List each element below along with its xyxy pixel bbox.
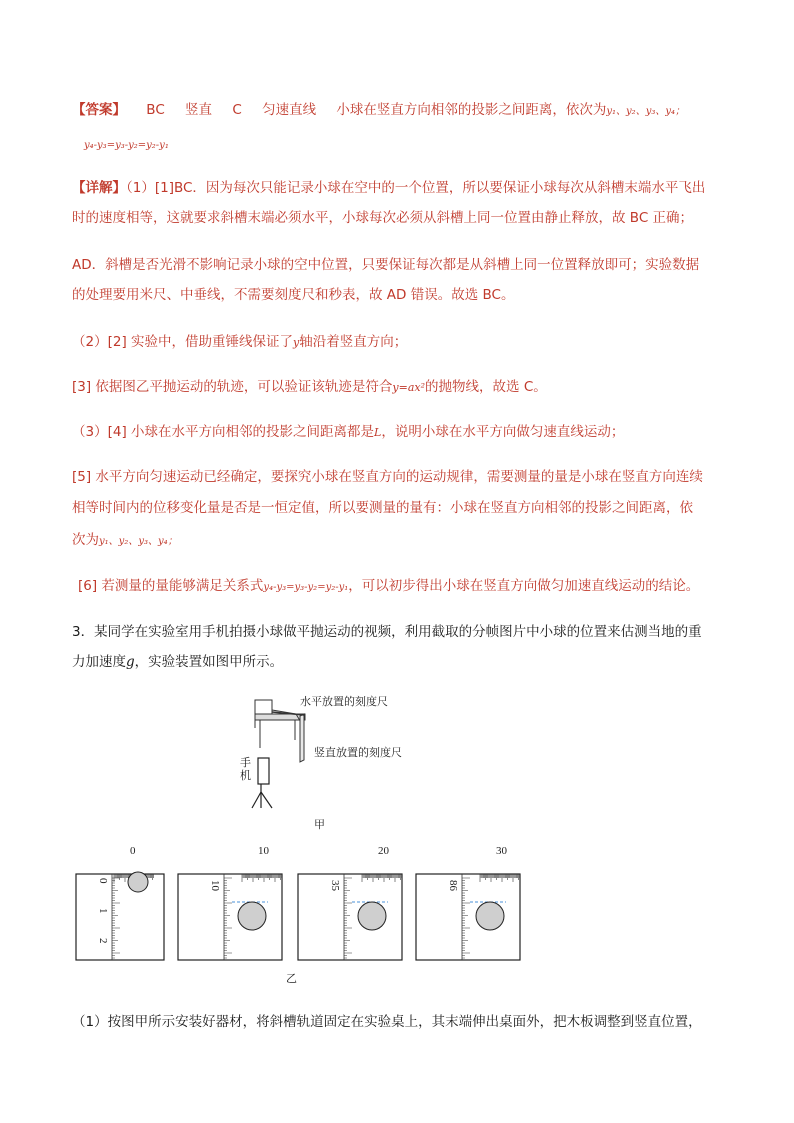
question3-l1: 3．某同学在实验室用手机拍摄小球做平抛运动的视频，利用截取的分帧图片中小球的位置来估测当地的重 [72, 624, 702, 640]
ball-0 [128, 872, 148, 892]
frame-side-label-0: 1 [97, 908, 109, 914]
figure-jia [230, 688, 430, 838]
question3-step1: （1）按图甲所示安装好器材，将斜槽轨道固定在实验桌上，其末端伸出桌面外，把木板调整到竖直位置， [72, 1014, 702, 1030]
label-vertical-ruler: 竖直放置的刻度尺 [314, 747, 402, 759]
detail-p6-l2: 相等时间内的位移变化量是否是一恒定值，所以要测量的量有：小球在竖直方向相邻的投影之间距离，依 [72, 500, 693, 516]
detail-p5-var: L [374, 426, 382, 439]
label-phone-2: 机 [240, 770, 251, 782]
answer-5-text: 小球在竖直方向相邻的投影之间距离，依次为 [336, 102, 607, 118]
answer-6: y₄-y₃=y₃-y₂=y₂-y₁ [84, 140, 169, 151]
vertical-board [300, 714, 304, 762]
detail-p7-pre: [6] 若测量的量能够满足关系式 [78, 578, 264, 594]
frame-top-label-3: 30 [496, 845, 507, 857]
frame-0 [76, 874, 164, 960]
frame-side-label-2: 35 [329, 880, 341, 891]
detail-p3-post: 轴沿着竖直方向； [299, 334, 408, 350]
detail-p6-l3 [72, 530, 178, 552]
ball-1 [238, 902, 266, 930]
frame-side-label-3: 86 [447, 880, 459, 891]
caption-yi: 乙 [286, 973, 297, 985]
question3-l2-pre: 力加速度 [72, 654, 126, 670]
answer-2: 竖直 [185, 102, 213, 118]
figure-yi [70, 838, 540, 988]
detail-p6-l1: [5] 水平方向匀速运动已经确定，要探究小球在竖直方向的运动规律，需要测量的量是小球在竖直方向连续 [72, 469, 703, 485]
frame-top-label-2: 20 [378, 845, 389, 857]
label-phone-1: 手 [240, 757, 251, 769]
detail-p5-post: ，说明小球在水平方向做匀速直线运动； [381, 424, 625, 440]
detail-p7 [78, 576, 699, 598]
detail-p5 [72, 422, 624, 443]
answer-5-vars: y₁、y₂、y₃、y₄； [606, 106, 686, 117]
frame-side-label-1: 10 [209, 880, 221, 891]
ramp-apparatus [255, 700, 305, 748]
detail-p2-l1: AD．斜槽是否光滑不影响记录小球的空中位置，只要保证每次都是从斜槽上同一位置释放即可；实验数据 [72, 257, 700, 273]
detail-p4-post: 的抛物线，故选 C。 [425, 379, 547, 395]
answer-label: 【答案】 [72, 102, 126, 118]
answer-1: BC [146, 102, 165, 118]
detail-p4-pre: [3] 依据图乙平抛运动的轨迹，可以验证该轨迹是符合 [72, 379, 393, 395]
detail-p1-text: （1）[1]BC．因为每次只能记录小球在空中的一个位置，所以要保证小球每次从斜槽末端水平飞出 [126, 180, 706, 196]
caption-jia: 甲 [314, 819, 325, 831]
question3-l2 [72, 652, 283, 672]
detail-p3 [72, 332, 407, 353]
ball-3 [476, 902, 504, 930]
detail-p3-pre: （2）[2] 实验中，借助重锤线保证了 [72, 334, 294, 350]
detail-p7-formula: y₄-y₃=y₃-y₂=y₂-y₁ [263, 582, 349, 593]
detail-p6-l3-vars: y₁、y₂、y₃、y₄； [99, 536, 178, 547]
phone-on-tripod [252, 758, 272, 808]
detail-p4-formula: y=ax² [392, 381, 426, 394]
detail-p4 [72, 377, 547, 398]
detail-p7-post: ，可以初步得出小球在竖直方向做匀加速直线运动的结论。 [348, 578, 700, 594]
answer-4: 匀速直线 [262, 102, 317, 118]
frame-top-label-1: 10 [258, 845, 269, 857]
question3-l2-post: ，实验装置如图甲所示。 [134, 654, 284, 670]
frame-side-label-0: 2 [97, 938, 109, 944]
answer-line-2 [84, 134, 169, 156]
detail-p3-var: y [293, 336, 300, 349]
detail-label: 【详解】 [72, 180, 126, 196]
answer-line [72, 100, 685, 122]
detail-p1-l2: 时的速度相等，这就要求斜槽末端必须水平，小球每次必须从斜槽上同一位置由静止释放，故 BC 正确； [72, 210, 694, 226]
detail-p2-l2: 的处理要用米尺、中垂线，不需要刻度尺和秒表，故 AD 错误。故选 BC。 [72, 287, 515, 303]
question3-var-g: g [126, 654, 135, 670]
frame-top-label-0: 0 [130, 845, 136, 857]
detail-p6-l3-pre: 次为 [72, 532, 99, 548]
frame-side-label-0: 0 [97, 878, 109, 884]
ball-2 [358, 902, 386, 930]
detail-p5-pre: （3）[4] 小球在水平方向相邻的投影之间距离都是 [72, 424, 375, 440]
answer-3: C [232, 102, 242, 118]
detail-p1-l1 [72, 178, 705, 198]
label-horizontal-ruler: 水平放置的刻度尺 [300, 696, 388, 708]
